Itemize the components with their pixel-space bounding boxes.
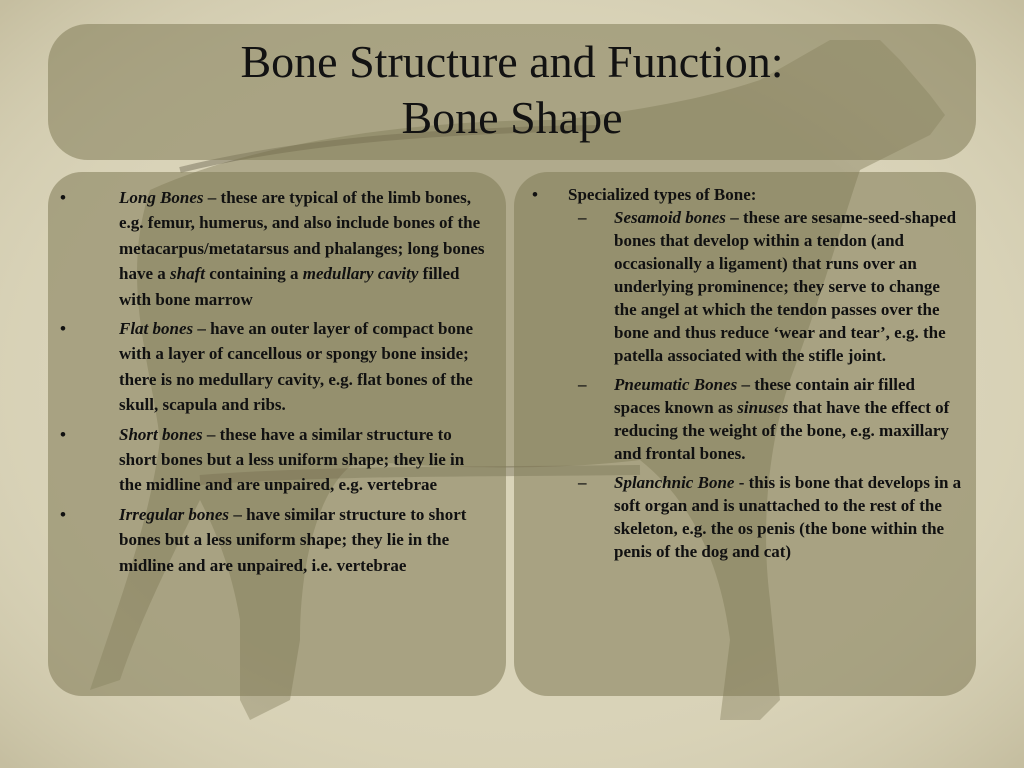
title-line-1: Bone Structure and Function: <box>240 36 784 87</box>
slide-title <box>60 34 964 146</box>
dash-icon: – <box>578 208 587 227</box>
list-item-splanchnic-bone: – Splanchnic Bone - this is bone that develops in a soft organ and is unattached to the rest of the skeleton, e.g. the os penis (the bone within the penis of the dog and cat) <box>578 473 962 561</box>
term-irregular-bones: Irregular bones <box>119 504 230 524</box>
list-item-long-bones: • Long Bones – these are typical of the limb bones, e.g. femur, humerus, and also include bones of the metacarpus/metatarsus and phalanges; long bones have a shaft containing a medullary cavity filled with bone marrow <box>60 185 490 312</box>
term-splanchnic-bone: Splanchnic Bone <box>614 473 735 492</box>
bullet-icon: • <box>532 185 538 204</box>
specialized-heading: Specialized types of Bone: <box>568 185 757 204</box>
term-flat-bones: Flat bones <box>119 319 194 339</box>
dash-icon: – <box>578 375 587 394</box>
bullet-icon: • <box>60 504 66 524</box>
dash-icon: – <box>578 473 587 492</box>
list-item-pneumatic-bones: – Pneumatic Bones – these contain air filled spaces known as sinuses that have the effect of reducing the weight of the bone, e.g. maxillary and frontal bones. <box>578 375 950 463</box>
right-bullet-list <box>532 183 962 569</box>
title-line-2: Bone Shape <box>401 92 623 143</box>
term-pneumatic-bones: Pneumatic Bones <box>614 375 738 394</box>
bullet-icon: • <box>60 319 66 339</box>
term-short-bones: Short bones <box>119 424 203 444</box>
list-item-irregular-bones: • Irregular bones – have similar structure to short bones but a less uniform shape; they lie in the midline and are unpaired, i.e. vertebrae <box>60 502 490 578</box>
list-heading-specialized <box>532 183 962 206</box>
term-sesamoid-bones: Sesamoid bones <box>614 208 726 227</box>
bullet-icon: • <box>60 188 66 207</box>
list-item-flat-bones: • Flat bones – have an outer layer of compact bone with a layer of cancellous or spongy bone inside; there is no medullary cavity, e.g. flat bones of the skull, scapula and ribs. <box>60 316 490 418</box>
list-item-short-bones: • Short bones – these have a similar structure to short bones but a less uniform shape; they lie in the midline and are unpaired, e.g. vertebrae <box>60 422 490 498</box>
term-long-bones: Long Bones <box>119 188 204 207</box>
bullet-icon: • <box>60 424 66 444</box>
left-bullet-list <box>60 185 490 582</box>
list-item-sesamoid-bones: – Sesamoid bones – these are sesame-seed-shaped bones that develop within a tendon (and occasionally a ligament) that runs over an underlying prominence; they serve to change the angel at which the tendon passes over the bone and thus reduce ‘wear and tear’, e.g. the patella associated with the stifle joint. <box>578 208 957 365</box>
